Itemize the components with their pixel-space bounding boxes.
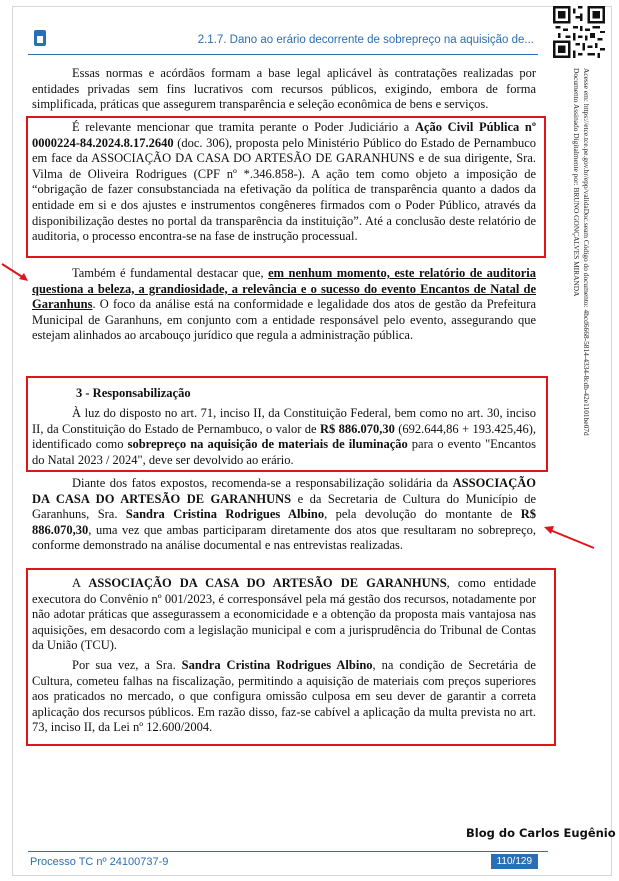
- text-run: (doc. 306), proposta pelo Ministério Público do Estado de Pernambuco em face da ASSOCIAÇÃO DA CASA DO ARTESÃO DE GARANHUNS e de sua dirigente, Sra. Vilma de Oliveira Rodrigues (CPF nº *.346.858-). A ação tem como objeto a imposição de “obrigação de fazer consubstanciada na efetivação da política de transparência quanto a dados da entidade em si e dos ajustes e instrumentos congêneres firmados com o Poder Público, através da disponibilização destes no portal da transparência da instituição”. Até a conclusão deste relatório de auditoria, o processo encontra-se na fase de instrução processual.: [32, 135, 536, 244]
- amount-value: R$ 886.070,30: [319, 421, 395, 436]
- page-header: [28, 28, 538, 55]
- amount-value: R$ 886.070,30: [32, 507, 536, 537]
- header-title: 2.1.7. Dano ao erário decorrente de sobrepreço na aquisição de...: [197, 34, 534, 46]
- text-run: , na condição de Secretária de Cultura, cometeu falhas na fiscalização, permitindo a aquisição de materiais com preços superiores aos praticados no mercado, o que configura omissão culposa em seu dever de garantir a correta aplicação dos recursos públicos. Em razão disso, faz-se cabível a aplicação da multa prevista no art. 73, inciso II, da Lei nº 12.600/2004.: [32, 658, 536, 735]
- digital-signature-stamp: [567, 68, 601, 508]
- paragraph-text: Essas normas e acórdãos formam a base legal aplicável às contratações realizadas por entidades privadas sem fins lucrativos com recursos públicos, exigindo, embora de forma simplificada, práticas que assegurem transparência e seleção econômica de bens e serviços.: [32, 66, 536, 112]
- paragraph-disclaimer: [32, 266, 536, 344]
- arrow-right-icon: [540, 522, 596, 552]
- highlight-box-responsabilizacao: [26, 376, 548, 472]
- entity-name: ASSOCIAÇÃO DA CASA DO ARTESÃO DE GARANHUNS: [32, 476, 536, 506]
- text-run: para o evento "Encantos do Natal 2023 / 2024", deve ser devolvido ao erário.: [32, 437, 536, 467]
- section-title: 3 - Responsabilização: [76, 386, 191, 400]
- text-run: , uma vez que ambas participaram diretamente dos atos que resultaram no sobrepreço, conforme demonstrado na análise documental e nas entrevistas realizadas.: [32, 522, 536, 553]
- text-run: À luz do disposto no art. 71, inciso II, da Constituição Federal, bem como no art. 30, inciso II, da Constituição do Estado de Pernambuco, o valor de: [32, 406, 536, 436]
- text-run: Diante dos fatos expostos, recomenda-se a responsabilização solidária da: [72, 476, 453, 490]
- paragraph-recommendation: [32, 476, 536, 554]
- entity-name: ASSOCIAÇÃO DA CASA DO ARTESÃO DE GARANHUNS: [88, 576, 447, 590]
- page-footer: [28, 851, 548, 872]
- text-run: Por sua vez, a Sra.: [72, 658, 182, 672]
- person-name: Sandra Cristina Rodrigues Albino: [181, 658, 373, 672]
- text-run: (692.644,86 + 193.425,46), identificado como: [32, 421, 537, 452]
- blog-watermark: Blog do Carlos Eugênio: [466, 826, 616, 840]
- qr-code-icon: [553, 6, 605, 58]
- highlight-box-conclusion: [26, 568, 556, 746]
- arrow-left-icon: [0, 260, 30, 286]
- text-run: A: [72, 576, 89, 590]
- text-run: Também é fundamental destacar que,: [72, 266, 269, 280]
- process-number: Processo TC nº 24100737-9: [30, 856, 169, 868]
- text-run: , pela devolução do montante de: [324, 507, 521, 522]
- stamp-line-access: Acesse em: https://etce.tce.pe.gov.br/epp/validaDoc.seam Código do documento: 4bcd6668-5814-4334-8cdb-42e1101be07d: [582, 68, 591, 436]
- civil-action-number: Ação Civil Pública nº 0000224-84.2024.8.17.2640: [32, 120, 536, 150]
- text-run: É relevante mencionar que tramita perante o Poder Judiciário a: [72, 120, 415, 134]
- text-run: , como entidade executora do Convênio nº 001/2023, é corresponsável pela má gestão dos recursos, notadamente por não adotar práticas que assegurassem a economicidade e a obtenção da proposta mais vantajosa nas aquisições, em desacordo com a legislação municipal e com a jurisprudência do Tribunal de Contas da União (TCU).: [32, 576, 536, 653]
- text-run: e da Secretaria de Cultura do Município de Garanhuns, Sra.: [32, 491, 537, 522]
- paragraph-legal-basis: [32, 66, 536, 113]
- person-name: Sandra Cristina Rodrigues Albino: [125, 507, 325, 522]
- page-number: 110/129: [491, 854, 538, 869]
- text-run: . O foco da análise está na conformidade e legalidade dos atos de gestão da Prefeitura Municipal de Garanhuns, em conjunto com a entidade responsável pelo evento, assegurando que estejam alinhados ao arcabouço jurídico que regula a administração pública.: [32, 297, 536, 343]
- disclaimer-emphasis: em nenhum momento, este relatório de auditoria questiona a beleza, a grandiosidade, a relevância e o sucesso do evento Encantos de Natal de Garanhuns: [32, 266, 536, 312]
- overprice-label: sobrepreço na aquisição de materiais de iluminação: [127, 437, 408, 452]
- stamp-line-signer: Documento Assinado Digitalmente por: BRUNO GONÇALVES MIRANDA: [572, 68, 581, 297]
- tce-logo-icon: [34, 30, 46, 46]
- highlight-box-civil-action: [26, 116, 546, 258]
